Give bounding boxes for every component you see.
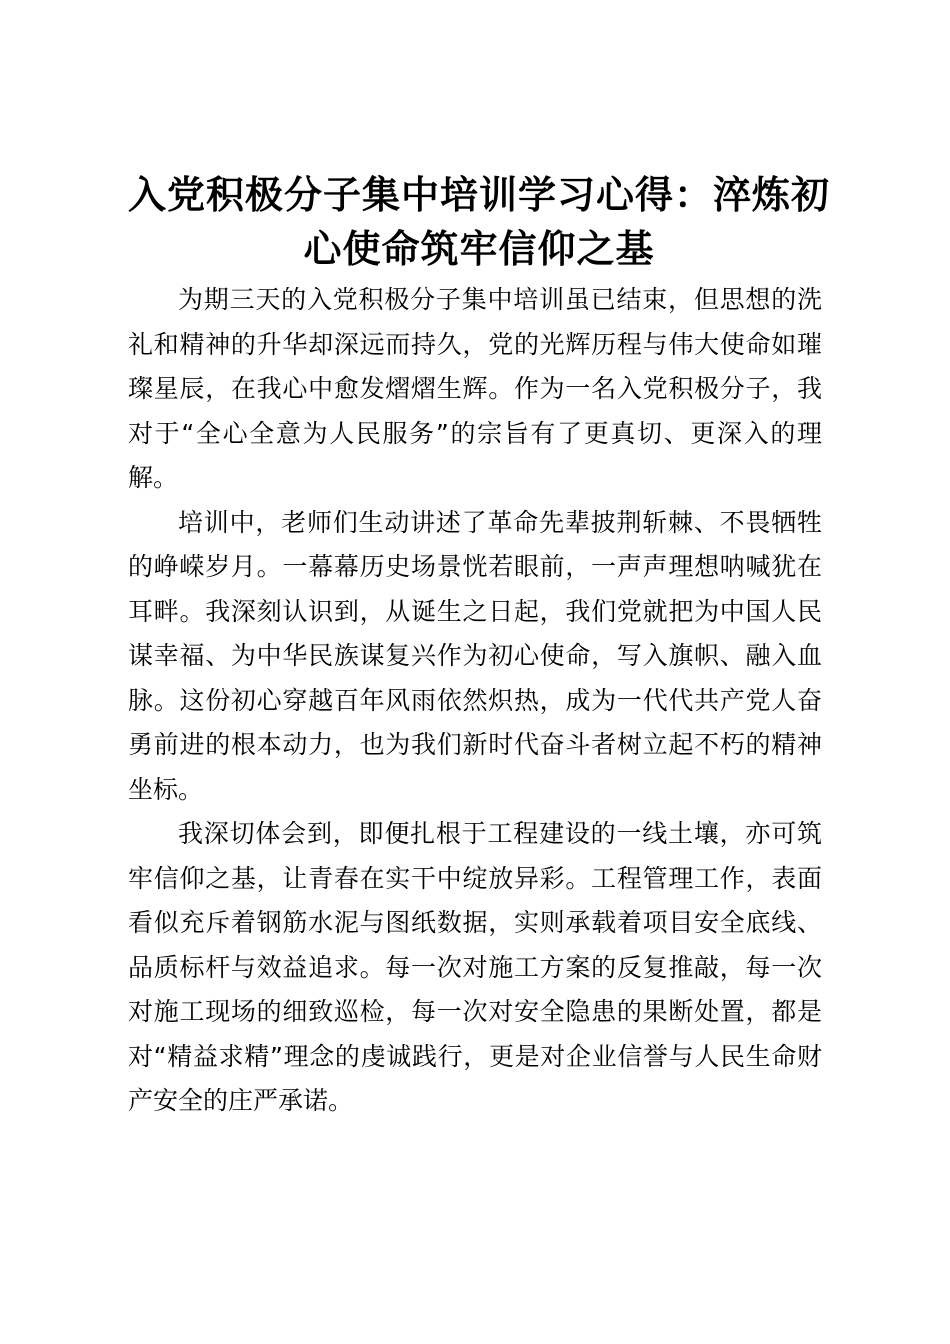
paragraph-1: 为期三天的入党积极分子集中培训虽已结束，但思想的洗礼和精神的升华却深远而持久，党的光辉历程与伟大使命如璀璨星辰，在我心中愈发熠熠生辉。作为一名入党积极分子，我对于“全心全意为人民服务”的宗旨有了更真切、更深入的理解。 [128,285,822,492]
document-title: 入党积极分子集中培训学习心得：淬炼初心使命筑牢信仰之基 [127,173,830,271]
paragraph-2: 培训中，老师们生动讲述了革命先辈披荆斩棘、不畏牺牲的峥嵘岁月。一幕幕历史场景恍若眼前，一声声理想呐喊犹在耳畔。我深刻认识到，从诞生之日起，我们党就把为中国人民谋幸福、为中华民族谋复兴作为初心使命，写入旗帜、融入血脉。这份初心穿越百年风雨依然炽热，成为一代代共产党人奋勇前进的根本动力，也为我们新时代奋斗者树立起不朽的精神坐标。 [128,507,822,804]
document-body [128,278,822,1124]
paragraph-3: 我深切体会到，即便扎根于工程建设的一线土壤，亦可筑牢信仰之基，让青春在实干中绽放异彩。工程管理工作，表面看似充斥着钢筋水泥与图纸数据，实则承载着项目安全底线、品质标杆与效益追求。每一次对施工方案的反复推敲，每一次对施工现场的细致巡检，每一次对安全隐患的果断处置，都是对“精益求精”理念的虔诚践行，更是对企业信誉与人民生命财产安全的庄严承诺。 [128,819,822,1115]
